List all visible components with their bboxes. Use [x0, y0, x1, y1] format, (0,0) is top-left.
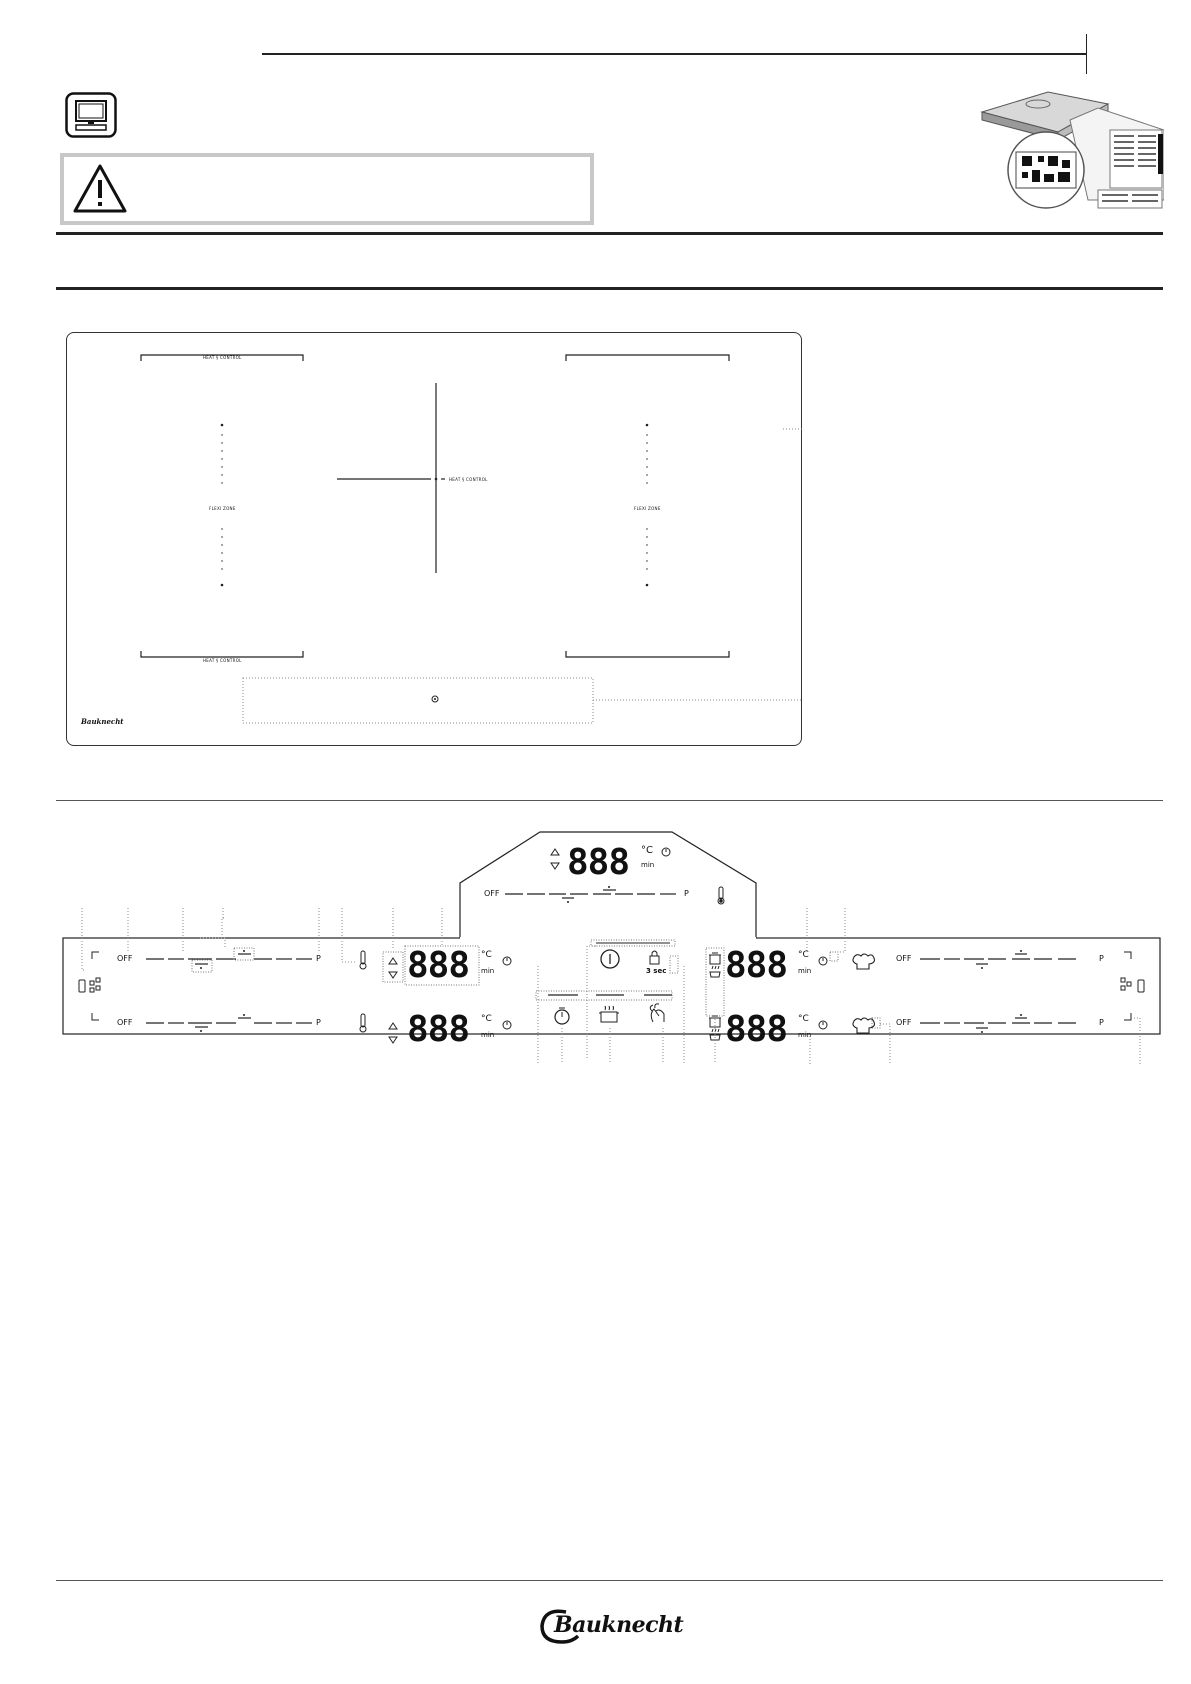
left-p-label-1: P — [316, 954, 321, 963]
right-p-label-1: P — [1099, 954, 1104, 963]
section-rule-3 — [56, 800, 1163, 801]
top-display-unit-c: °C — [641, 845, 653, 856]
monitor-icon — [65, 92, 117, 138]
left-display-1-unit-c: °C — [481, 950, 492, 960]
control-panel — [0, 828, 1191, 1068]
warning-triangle-icon — [72, 163, 128, 220]
top-off-label: OFF — [484, 889, 500, 898]
top-p-label: P — [684, 889, 689, 898]
section-rule-2 — [56, 287, 1163, 290]
right-off-label-1: OFF — [896, 954, 912, 963]
left-display-2: 888 — [407, 1009, 470, 1050]
right-off-label-2: OFF — [896, 1018, 912, 1027]
right-p-label-2: P — [1099, 1018, 1104, 1027]
left-display-1-unit-min: min — [481, 967, 495, 975]
top-display: 888 — [567, 842, 630, 883]
hob-top-view — [66, 332, 802, 746]
left-display-2-unit-c: °C — [481, 1014, 492, 1024]
hob-brand-text: Bauknecht — [81, 717, 124, 726]
section-rule-1 — [56, 232, 1163, 235]
left-display-1: 888 — [407, 945, 470, 986]
rating-plate-illustration — [978, 90, 1164, 212]
right-display-1-unit-min: min — [798, 967, 812, 975]
right-display-2: 888 — [725, 1009, 788, 1050]
left-bottom-zone-label: HEAT § CONTROL — [203, 658, 242, 663]
footer-rule — [56, 1580, 1163, 1581]
right-display-2-unit-c: °C — [798, 1014, 809, 1024]
footer-brand-logo — [538, 1606, 688, 1646]
lock-duration-label: 3 sec — [646, 967, 667, 975]
left-p-label-2: P — [316, 1018, 321, 1027]
right-display-1: 888 — [725, 945, 788, 986]
top-rule-tick — [1086, 34, 1087, 74]
right-display-1-unit-c: °C — [798, 950, 809, 960]
hob-brand-logo — [81, 717, 124, 726]
left-flexi-zone-label: FLEXI ZONE — [209, 506, 236, 511]
left-off-label-2: OFF — [117, 1018, 133, 1027]
center-heat-control-label: HEAT § CONTROL — [449, 477, 488, 482]
top-rule — [262, 53, 1086, 55]
left-zone-dots — [221, 424, 224, 587]
left-display-2-unit-min: min — [481, 1031, 495, 1039]
right-flexi-zone-label: FLEXI ZONE — [634, 506, 661, 511]
top-display-unit-min: min — [641, 861, 655, 869]
warning-box — [60, 153, 594, 225]
footer-brand-text: Bauknecht — [554, 1612, 684, 1638]
left-top-zone-label: HEAT § CONTROL — [203, 355, 242, 360]
left-off-label-1: OFF — [117, 954, 133, 963]
right-zone-dots — [435, 424, 649, 587]
right-display-2-unit-min: min — [798, 1031, 812, 1039]
